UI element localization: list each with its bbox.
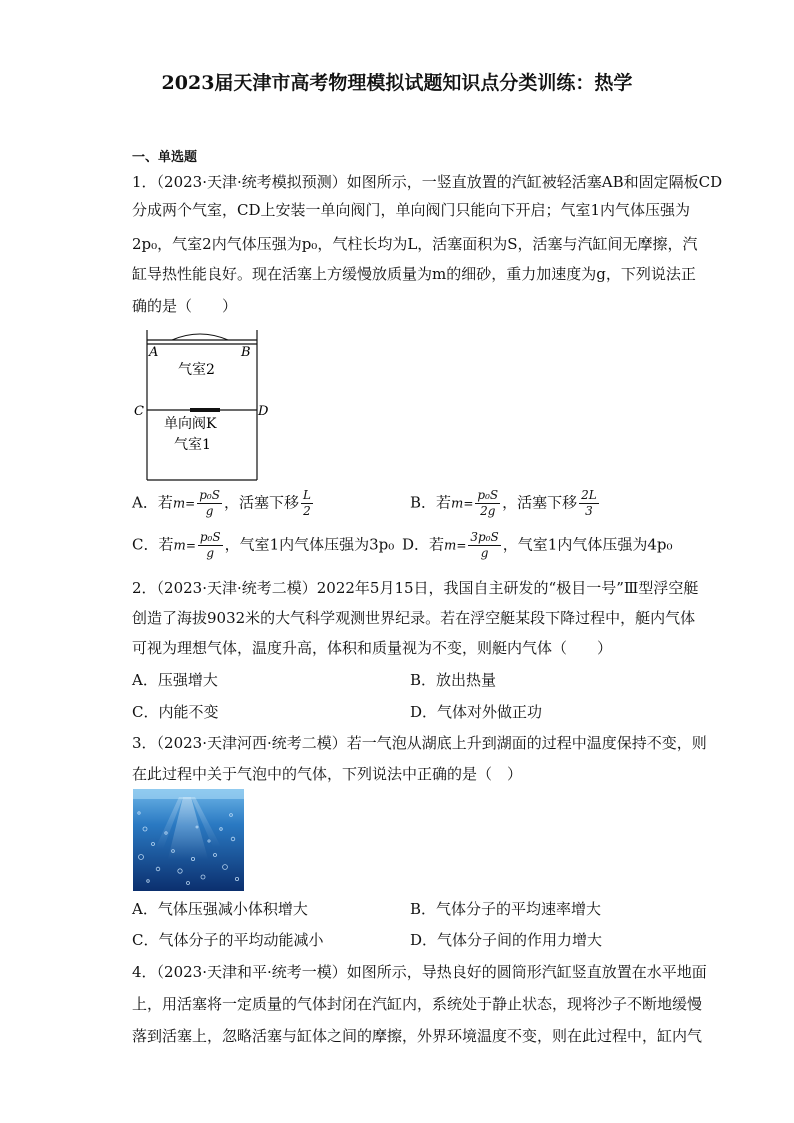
q2-line-3: 可视为理想气体，温度升高，体积和质量视为不变，则艇内气体（ ）	[132, 639, 613, 657]
q1-line-5: 确的是（ ）	[132, 297, 238, 315]
option-prefix: C．若	[132, 535, 174, 554]
q1-line-3: 2p₀，气室2内气体压强为p₀，气柱长均为L，活塞面积为S，活塞与汽缸间无摩擦，汽	[132, 235, 698, 253]
q1-line-2: 分成两个气室，CD上安装一单向阀门，单向阀门只能向下开启；气室1内气体压强为	[132, 201, 691, 219]
q3-line-2: 在此过程中关于气泡中的气体，下列说法中正确的是（ ）	[132, 765, 523, 783]
sand-pile	[172, 334, 228, 340]
q2-option-c[interactable]: C．内能不变	[132, 703, 219, 721]
option-prefix: D．若	[402, 535, 445, 554]
q1-line-4: 缸导热性能良好。现在活塞上方缓慢放质量为m的细砂，重力加速度为g，下列说法正	[132, 265, 696, 283]
fraction	[197, 488, 222, 519]
label-c: C	[134, 404, 144, 419]
underwater-bubbles-image	[133, 789, 244, 891]
label-a: A	[149, 345, 159, 360]
q2-option-d[interactable]: D．气体对外做正功	[410, 703, 543, 721]
q3-line-1: 3．（2023·天津河西·统考二模）若一气泡从湖底上升到湖面的过程中温度保持不变，则	[132, 734, 707, 752]
label-b: B	[241, 345, 251, 360]
q4-line-1: 4．（2023·天津和平·统考一模）如图所示，导热良好的圆筒形汽缸竖直放置在水平地面	[132, 963, 707, 981]
q4-line-3: 落到活塞上，忽略活塞与缸体之间的摩擦，外界环境温度不变，则在此过程中，缸内气	[132, 1027, 703, 1045]
fraction	[198, 530, 223, 561]
option-tail: ，气室1内气体压强为3p₀	[224, 535, 395, 554]
option-tail: ，气室1内气体压强为4p₀	[502, 535, 673, 554]
label-d: D	[258, 404, 269, 419]
var-m: m	[172, 496, 186, 512]
section-heading: 一、单选题	[132, 150, 198, 165]
q2-option-a[interactable]: A．压强增大	[132, 671, 218, 689]
numerator: L	[302, 488, 311, 502]
var-m: m	[173, 538, 186, 554]
equals: =	[185, 538, 196, 553]
denominator: 3	[585, 504, 593, 518]
page-title: 2023届天津市高考物理模拟试题知识点分类训练：热学	[161, 72, 633, 94]
denominator: 2g	[480, 504, 496, 518]
numerator: 3p₀S	[470, 530, 499, 544]
denominator: g	[480, 546, 489, 560]
option-prefix: B．若	[410, 493, 452, 512]
fraction	[475, 488, 500, 519]
option-mid: ，活塞下移	[502, 493, 578, 512]
q2-line-1: 2．（2023·天津·统考二模）2022年5月15日，我国自主研发的“极目一号”Ⅲ型浮空艇	[132, 579, 699, 597]
cylinder-diagram	[130, 320, 275, 482]
option-prefix: A．若	[132, 493, 173, 512]
equals: =	[456, 538, 467, 553]
numerator: p₀S	[477, 488, 499, 502]
q3-option-b[interactable]: B．气体分子的平均速率增大	[410, 900, 602, 918]
fraction	[301, 488, 313, 519]
numerator: 2L	[581, 488, 597, 502]
q4-line-2: 上，用活塞将一定质量的气体封闭在汽缸内，系统处于静止状态，现将沙子不断地缓慢	[132, 995, 703, 1013]
q1-line-1: 1．（2023·天津·统考模拟预测）如图所示，一竖直放置的汽缸被轻活塞AB和固定隔板CD	[132, 173, 723, 191]
chamber1-label: 气室1	[174, 437, 211, 453]
q3-option-a[interactable]: A．气体压强减小体积增大	[132, 900, 308, 918]
denominator: g	[206, 546, 215, 560]
q1-option-b[interactable]	[410, 488, 601, 519]
q3-option-c[interactable]: C．气体分子的平均动能减小	[132, 931, 324, 949]
equals: =	[185, 496, 196, 511]
numerator: p₀S	[199, 530, 221, 544]
valve-label: 单向阀K	[164, 416, 217, 432]
numerator: p₀S	[199, 488, 220, 502]
q2-option-b[interactable]: B．放出热量	[410, 671, 497, 689]
equals: =	[463, 496, 474, 511]
var-m: m	[451, 496, 464, 512]
var-m: m	[444, 538, 457, 554]
q3-option-d[interactable]: D．气体分子间的作用力增大	[410, 931, 603, 949]
denominator: 2	[303, 504, 311, 518]
valve-k	[190, 408, 220, 412]
chamber2-label: 气室2	[178, 362, 215, 378]
q1-option-c[interactable]	[132, 530, 394, 561]
fraction	[579, 488, 599, 519]
denominator: g	[205, 504, 214, 518]
q1-option-a[interactable]	[132, 488, 315, 519]
fraction	[468, 530, 500, 561]
q1-option-d[interactable]	[402, 530, 672, 561]
option-mid: ，活塞下移	[223, 493, 299, 512]
q2-line-2: 创造了海拔9032米的大气科学观测世界纪录。若在浮空艇某段下降过程中，艇内气体	[132, 609, 696, 627]
